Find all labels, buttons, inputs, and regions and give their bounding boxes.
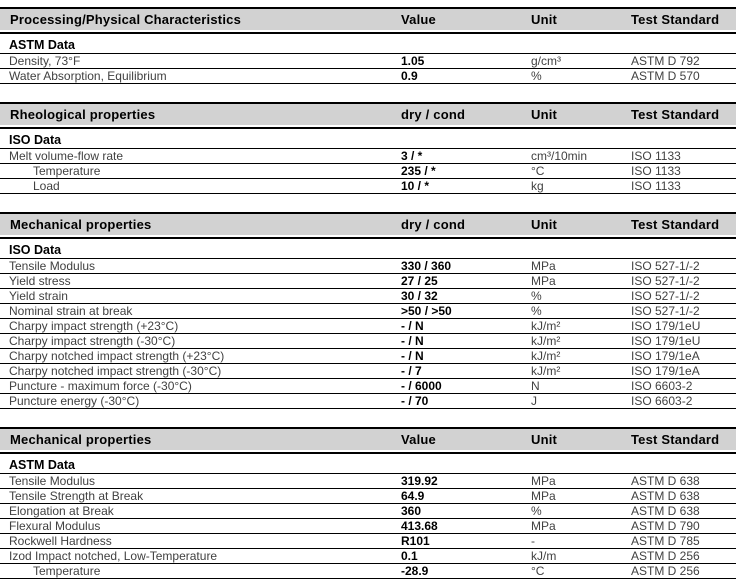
property-value: 1.05: [401, 53, 425, 68]
table-row: [0, 349, 736, 364]
table-row: [0, 319, 736, 334]
section-title: Processing/Physical Characteristics: [10, 12, 242, 27]
property-value: 30 / 32: [401, 288, 438, 303]
property-value: 319.92: [401, 473, 438, 488]
property-unit: kJ/m: [531, 548, 557, 563]
property-value: - / 70: [401, 393, 429, 408]
property-value: - / N: [401, 333, 424, 348]
property-label: Yield stress: [9, 273, 71, 288]
property-section: [0, 102, 736, 194]
section-title: Mechanical properties: [10, 432, 152, 447]
property-label: Load: [33, 178, 60, 193]
property-unit: %: [531, 68, 542, 83]
property-unit: g/cm³: [531, 53, 561, 68]
data-source-subheader: ASTM Data: [0, 454, 736, 474]
table-row: [0, 274, 736, 289]
property-test-standard: ASTM D 792: [631, 53, 700, 68]
property-test-standard: ISO 6603-2: [631, 378, 693, 393]
table-row: [0, 69, 736, 84]
property-unit: °C: [531, 563, 545, 578]
property-unit: cm³/10min: [531, 148, 588, 163]
property-unit: -: [531, 533, 535, 548]
property-test-standard: ASTM D 638: [631, 473, 700, 488]
property-unit: MPa: [531, 258, 556, 273]
property-test-standard: ISO 527-1/-2: [631, 288, 700, 303]
table-row: [0, 564, 736, 579]
property-value: -28.9: [401, 563, 429, 578]
property-value: 0.9: [401, 68, 418, 83]
section-rows: [0, 149, 736, 194]
property-value: 27 / 25: [401, 273, 438, 288]
property-test-standard: ISO 6603-2: [631, 393, 693, 408]
property-label: Temperature: [33, 563, 101, 578]
property-test-standard: ISO 527-1/-2: [631, 258, 700, 273]
table-row: [0, 259, 736, 274]
property-test-standard: ISO 1133: [631, 148, 681, 163]
table-row: [0, 54, 736, 69]
column-header-test-standard: Test Standard: [631, 432, 720, 447]
table-row: [0, 364, 736, 379]
property-test-standard: ISO 179/1eU: [631, 318, 701, 333]
column-header-test-standard: Test Standard: [631, 107, 720, 122]
column-header-unit: Unit: [531, 432, 558, 447]
table-row: [0, 379, 736, 394]
column-header-unit: Unit: [531, 217, 558, 232]
property-test-standard: ASTM D 638: [631, 503, 700, 518]
property-unit: MPa: [531, 273, 556, 288]
property-value: 10 / *: [401, 178, 430, 193]
property-test-standard: ISO 1133: [631, 178, 681, 193]
data-source-subheader: ASTM Data: [0, 34, 736, 54]
table-row: [0, 304, 736, 319]
property-value: - / N: [401, 348, 424, 363]
table-row: [0, 149, 736, 164]
property-label: Elongation at Break: [9, 503, 114, 518]
property-test-standard: ISO 527-1/-2: [631, 273, 700, 288]
column-header-value: dry / cond: [401, 107, 466, 122]
property-value: 413.68: [401, 518, 438, 533]
property-value: 360: [401, 503, 422, 518]
property-unit: kJ/m²: [531, 363, 561, 378]
table-row: [0, 179, 736, 194]
property-unit: °C: [531, 163, 545, 178]
property-unit: N: [531, 378, 540, 393]
property-label: Charpy notched impact strength (+23°C): [9, 348, 225, 363]
section-rows: [0, 474, 736, 579]
property-label: Puncture energy (-30°C): [9, 393, 140, 408]
property-unit: kg: [531, 178, 544, 193]
property-unit: MPa: [531, 518, 556, 533]
column-header-unit: Unit: [531, 107, 558, 122]
property-test-standard: ASTM D 256: [631, 563, 700, 578]
section-rows: [0, 259, 736, 409]
table-row: [0, 394, 736, 409]
property-section: [0, 7, 736, 84]
section-title: Mechanical properties: [10, 217, 152, 232]
property-label: Density, 73°F: [9, 53, 81, 68]
property-label: Flexural Modulus: [9, 518, 101, 533]
property-unit: MPa: [531, 488, 556, 503]
property-label: Charpy notched impact strength (-30°C): [9, 363, 222, 378]
property-label: Tensile Strength at Break: [9, 488, 144, 503]
data-source-subheader: ISO Data: [0, 239, 736, 259]
property-value: 64.9: [401, 488, 425, 503]
column-header-value: dry / cond: [401, 217, 466, 232]
property-label: Water Absorption, Equilibrium: [9, 68, 167, 83]
property-unit: kJ/m²: [531, 333, 561, 348]
property-unit: kJ/m²: [531, 348, 561, 363]
property-unit: kJ/m²: [531, 318, 561, 333]
column-header-value: Value: [401, 432, 436, 447]
section-rows: [0, 54, 736, 84]
section-header-bar: [0, 427, 736, 450]
data-source-subheader: ISO Data: [0, 129, 736, 149]
property-label: Nominal strain at break: [9, 303, 133, 318]
property-label: Izod Impact notched, Low-Temperature: [9, 548, 218, 563]
property-label: Yield strain: [9, 288, 68, 303]
table-row: [0, 289, 736, 304]
column-header-test-standard: Test Standard: [631, 217, 720, 232]
table-row: [0, 549, 736, 564]
property-test-standard: ASTM D 256: [631, 548, 700, 563]
property-value: - / N: [401, 318, 424, 333]
property-unit: MPa: [531, 473, 556, 488]
column-header-test-standard: Test Standard: [631, 12, 720, 27]
table-row: [0, 474, 736, 489]
property-test-standard: ISO 179/1eA: [631, 348, 700, 363]
property-value: R101: [401, 533, 430, 548]
property-value: - / 7: [401, 363, 422, 378]
table-row: [0, 164, 736, 179]
property-test-standard: ISO 179/1eA: [631, 363, 700, 378]
section-header-bar: [0, 212, 736, 235]
property-value: 3 / *: [401, 148, 423, 163]
section-header-bar: [0, 7, 736, 30]
property-test-standard: ISO 527-1/-2: [631, 303, 700, 318]
table-row: [0, 489, 736, 504]
property-section: [0, 212, 736, 409]
property-unit: J: [531, 393, 537, 408]
property-value: 0.1: [401, 548, 418, 563]
table-row: [0, 504, 736, 519]
property-label: Puncture - maximum force (-30°C): [9, 378, 192, 393]
property-label: Charpy impact strength (-30°C): [9, 333, 176, 348]
property-unit: %: [531, 303, 542, 318]
property-value: - / 6000: [401, 378, 442, 393]
property-unit: %: [531, 288, 542, 303]
property-label: Rockwell Hardness: [9, 533, 112, 548]
property-value: 235 / *: [401, 163, 436, 178]
property-label: Temperature: [33, 163, 101, 178]
table-row: [0, 334, 736, 349]
property-label: Tensile Modulus: [9, 473, 96, 488]
section-title: Rheological properties: [10, 107, 156, 122]
property-test-standard: ASTM D 638: [631, 488, 700, 503]
property-test-standard: ASTM D 570: [631, 68, 700, 83]
column-header-unit: Unit: [531, 12, 558, 27]
property-value: >50 / >50: [401, 303, 452, 318]
property-label: Melt volume-flow rate: [9, 148, 124, 163]
property-test-standard: ASTM D 785: [631, 533, 700, 548]
table-row: [0, 519, 736, 534]
property-label: Tensile Modulus: [9, 258, 96, 273]
property-label: Charpy impact strength (+23°C): [9, 318, 179, 333]
property-value: 330 / 360: [401, 258, 452, 273]
column-header-value: Value: [401, 12, 436, 27]
property-section: [0, 427, 736, 579]
property-test-standard: ASTM D 790: [631, 518, 700, 533]
property-unit: %: [531, 503, 542, 518]
property-test-standard: ISO 179/1eU: [631, 333, 701, 348]
section-header-bar: [0, 102, 736, 125]
table-row: [0, 534, 736, 549]
property-test-standard: ISO 1133: [631, 163, 681, 178]
